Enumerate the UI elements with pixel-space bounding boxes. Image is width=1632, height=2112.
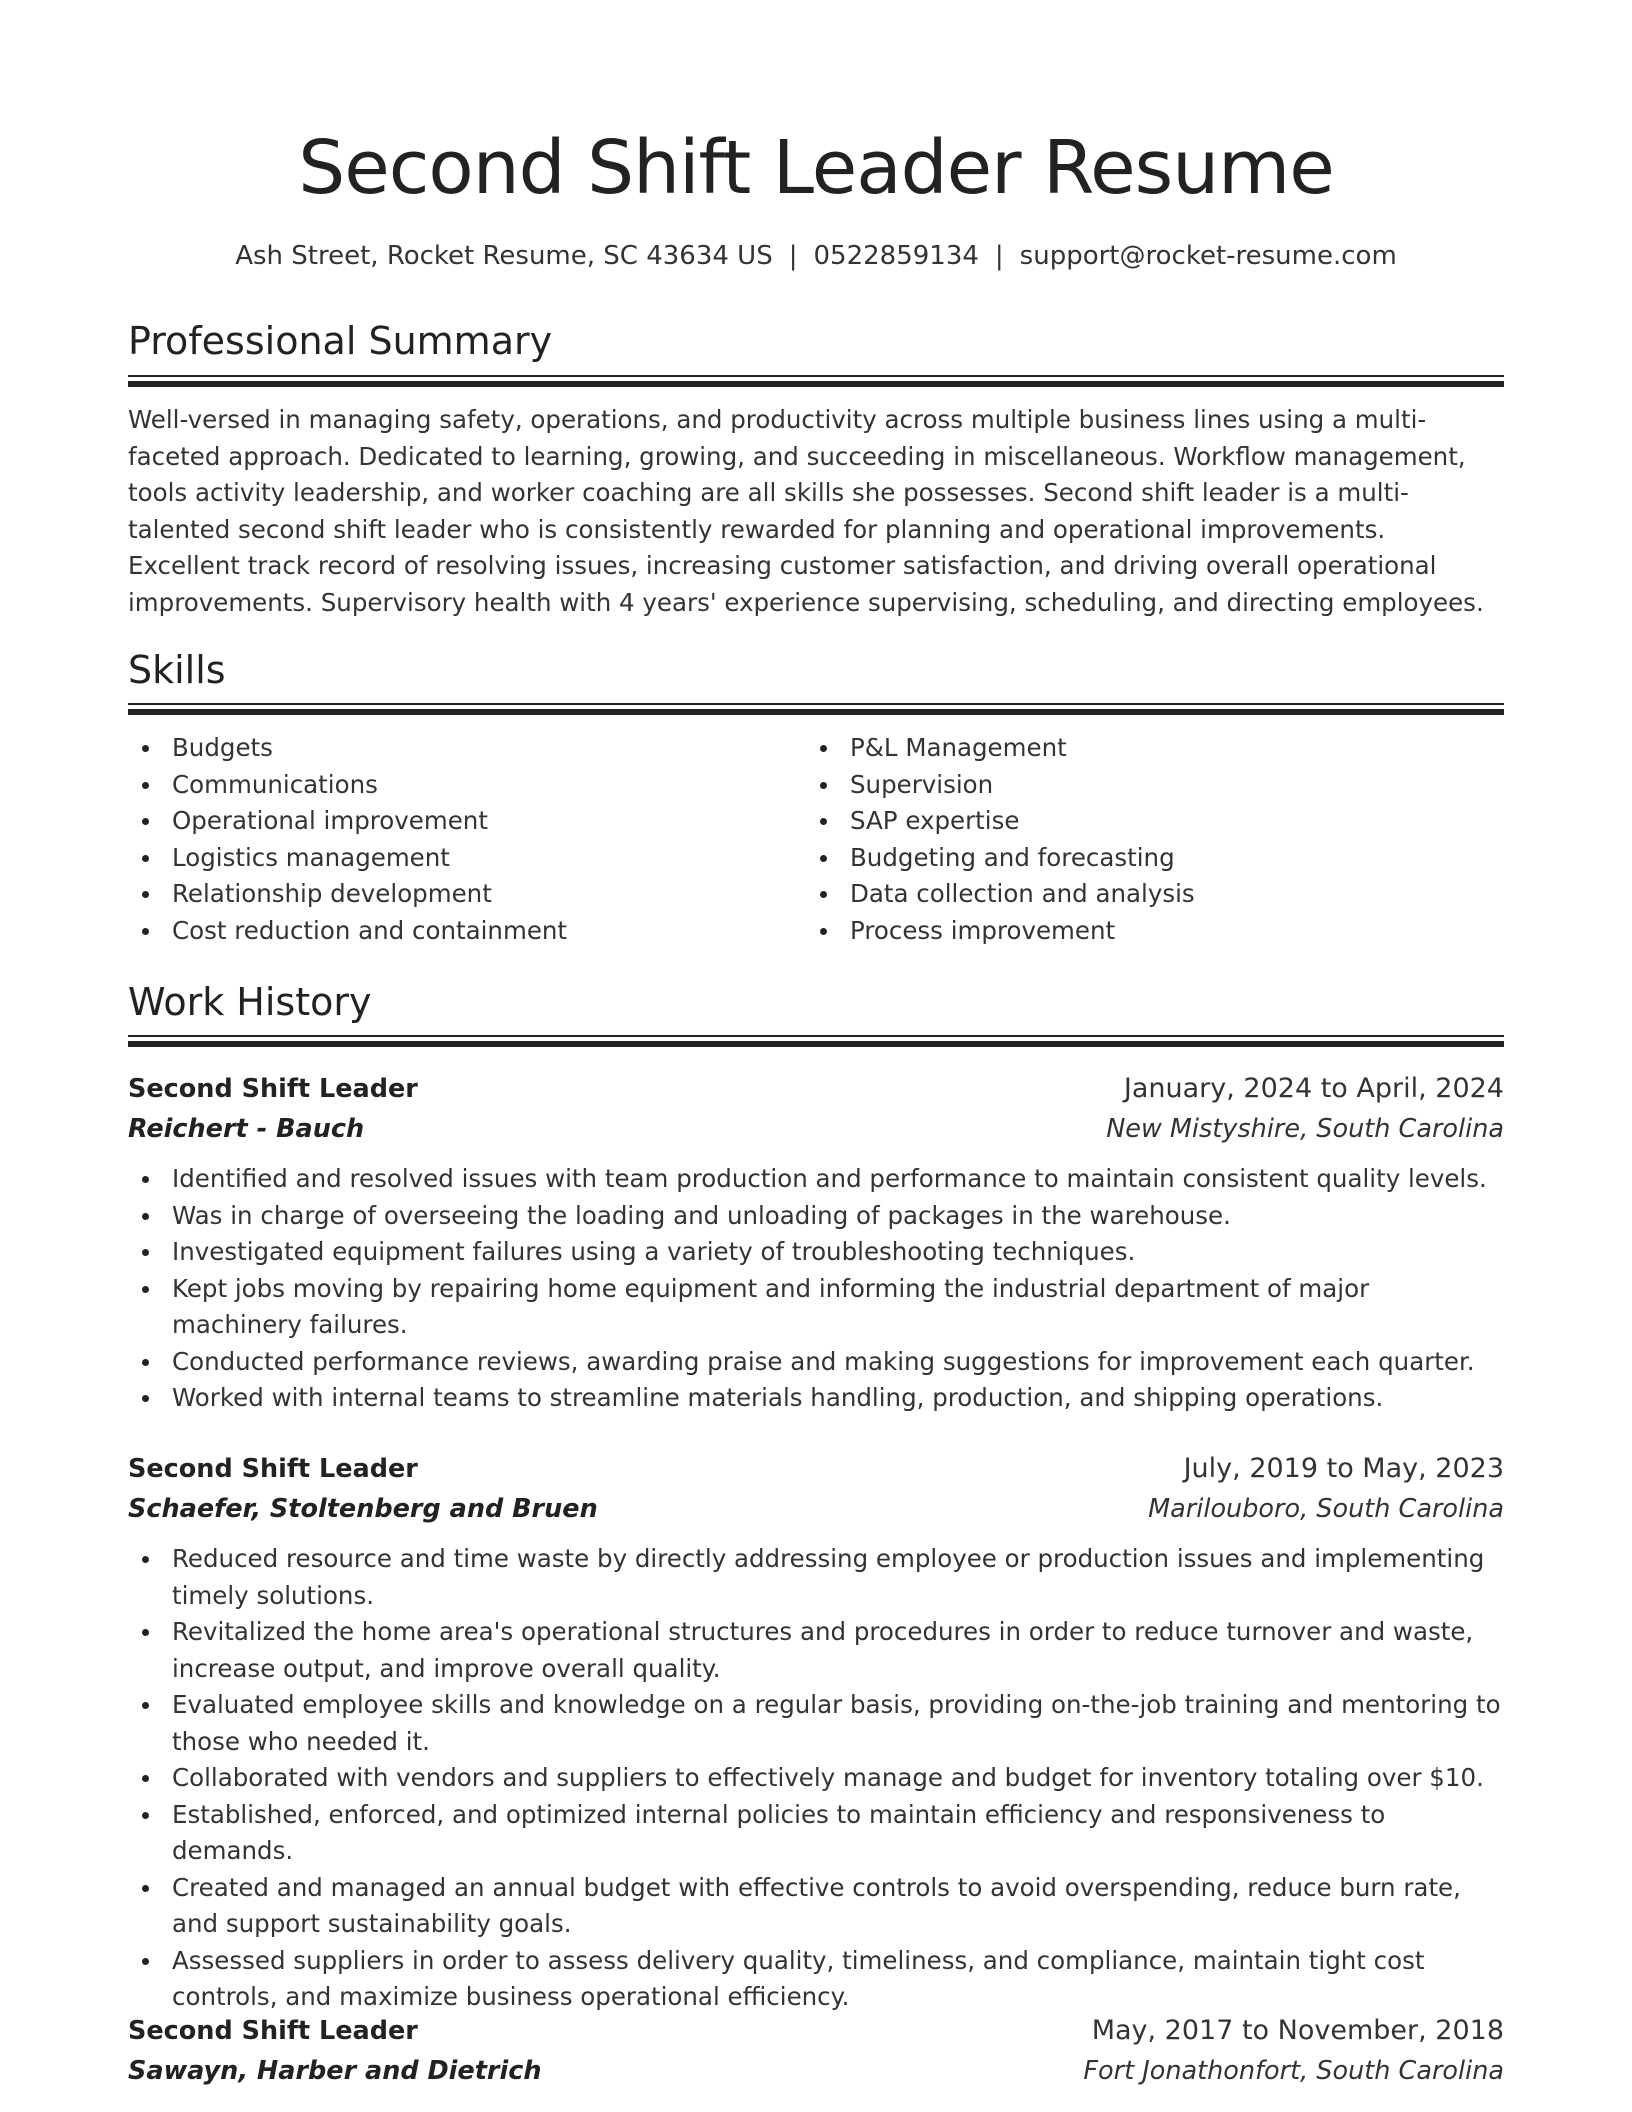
job-dates: May, 2017 to November, 2018 [1091, 2015, 1504, 2046]
skill-item: Supervision [806, 767, 1486, 804]
section-divider [128, 375, 1504, 387]
job-bullet: Worked with internal teams to streamline materials handling, production, and shipping operations. [128, 1380, 1504, 1417]
skill-item: Operational improvement [128, 803, 788, 840]
job-dates: July, 2019 to May, 2023 [1183, 1453, 1504, 1484]
contact-phone: 0522859134 [813, 241, 979, 271]
job-bullets [128, 1541, 1504, 2016]
job-dates: January, 2024 to April, 2024 [1123, 1073, 1504, 1104]
job-company: Sawayn, Harber and Dietrich [128, 2056, 542, 2086]
job-company: Schaefer, Stoltenberg and Bruen [128, 1494, 598, 1524]
job-bullet: Collaborated with vendors and suppliers to effectively manage and budget for inventory totaling over $10. [128, 1760, 1504, 1797]
skill-item: Communications [128, 767, 788, 804]
job-location: New Mistyshire, South Carolina [1106, 1114, 1504, 1144]
job-bullet: Kept jobs moving by repairing home equipment and informing the industrial department of major machinery failures. [128, 1271, 1504, 1344]
contact-address: Ash Street, Rocket Resume, SC 43634 US [235, 241, 773, 271]
job-bullets [128, 1161, 1504, 1417]
skill-item: Budgeting and forecasting [806, 840, 1486, 877]
job-entry [128, 2011, 1504, 2091]
job-bullet: Was in charge of overseeing the loading and unloading of packages in the warehouse. [128, 1198, 1504, 1235]
job-bullet: Assessed suppliers in order to assess delivery quality, timeliness, and compliance, maintain tight cost controls, and maximize business operational efficiency. [128, 1943, 1504, 2016]
skill-item: Cost reduction and containment [128, 913, 788, 950]
job-location: Marilouboro, South Carolina [1148, 1494, 1504, 1524]
job-title: Second Shift Leader [128, 2016, 418, 2046]
skills-list-right [806, 730, 1486, 949]
contact-email: support@rocket-resume.com [1019, 241, 1397, 271]
job-bullet: Created and managed an annual budget with effective controls to avoid overspending, reduce burn rate, and support sustainability goals. [128, 1870, 1504, 1943]
job-title: Second Shift Leader [128, 1074, 418, 1104]
job-bullet: Conducted performance reviews, awarding praise and making suggestions for improvement each quarter. [128, 1344, 1504, 1381]
skill-item: Logistics management [128, 840, 788, 877]
section-title-work-history: Work History [128, 980, 372, 1024]
job-bullet: Established, enforced, and optimized internal policies to maintain efficiency and responsiveness to demands. [128, 1797, 1504, 1870]
skill-item: Process improvement [806, 913, 1486, 950]
job-entry [128, 1449, 1504, 2016]
job-bullet: Evaluated employee skills and knowledge on a regular basis, providing on-the-job training and mentoring to those who needed it. [128, 1687, 1504, 1760]
skill-item: Data collection and analysis [806, 876, 1486, 913]
job-entry [128, 1069, 1504, 1417]
section-title-skills: Skills [128, 648, 226, 692]
contact-line [128, 238, 1504, 274]
contact-separator: | [788, 241, 798, 271]
job-company: Reichert - Bauch [128, 1114, 365, 1144]
job-location: Fort Jonathonfort, South Carolina [1083, 2056, 1504, 2086]
section-title-professional-summary: Professional Summary [128, 319, 553, 363]
job-title: Second Shift Leader [128, 1454, 418, 1484]
section-divider [128, 703, 1504, 715]
summary-text: Well-versed in managing safety, operations, and productivity across multiple business lines using a multi-faceted approach. Dedicated to learning, growing, and succeeding in miscellaneous. Workflow management, tools activity leadership, and worker coaching are all skills she possesses. Second shift leader is a multi-talented second shift leader who is consistently rewarded for planning and operational improvements. Excellent track record of resolving issues, increasing customer satisfaction, and driving overall operational improvements. Supervisory health with 4 years' experience supervising, scheduling, and directing employees. [128, 405, 1484, 617]
page-title: Second Shift Leader Resume [298, 125, 1334, 211]
section-divider [128, 1035, 1504, 1047]
contact-separator: | [994, 241, 1004, 271]
job-bullet: Reduced resource and time waste by directly addressing employee or production issues and implementing timely solutions. [128, 1541, 1504, 1614]
skill-item: Relationship development [128, 876, 788, 913]
job-bullet: Identified and resolved issues with team production and performance to maintain consistent quality levels. [128, 1161, 1504, 1198]
job-bullet: Investigated equipment failures using a variety of troubleshooting techniques. [128, 1234, 1504, 1271]
skill-item: P&L Management [806, 730, 1486, 767]
job-bullet: Revitalized the home area's operational structures and procedures in order to reduce turnover and waste, increase output, and improve overall quality. [128, 1614, 1504, 1687]
skill-item: SAP expertise [806, 803, 1486, 840]
skill-item: Budgets [128, 730, 788, 767]
skills-list-left [128, 730, 788, 949]
